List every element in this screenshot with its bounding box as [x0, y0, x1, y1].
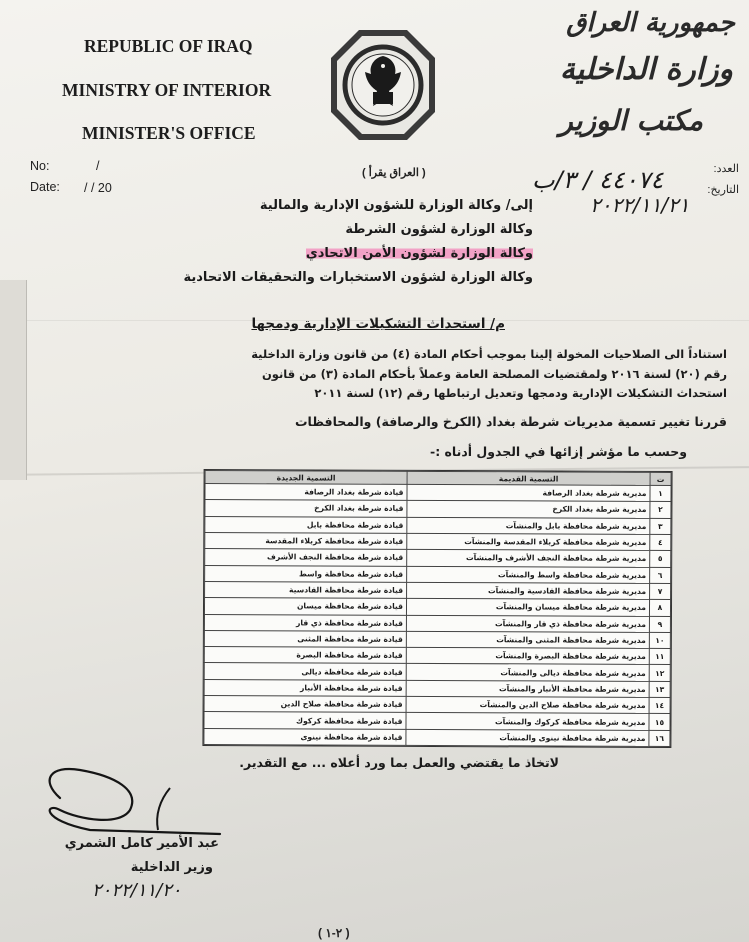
- row-number: ١٦: [649, 730, 670, 746]
- closing-line: لاتخاذ ما يقتضي والعمل بما ورد أعلاه ... مع التقدير.: [239, 755, 559, 770]
- old-name-cell: مديرية شرطة محافظة الأنبار والمنشآت: [406, 680, 649, 697]
- signatory-title: وزير الداخلية: [130, 860, 213, 875]
- row-number: ٤: [650, 534, 671, 550]
- new-name-cell: قيادة شرطة محافظة بابل: [205, 516, 407, 533]
- row-number: ٢: [650, 502, 671, 518]
- old-name-cell: مديرية شرطة محافظة كركوك والمنشآت: [406, 713, 649, 730]
- body-line: وحسب ما مؤشر إزائها في الجدول أدناه :-: [430, 444, 687, 459]
- header-office: MINISTER'S OFFICE: [82, 123, 256, 143]
- column-header-new-name: التسمية الجديدة: [205, 470, 407, 484]
- reference-date: ٢٠٢٢/١١/٢١: [590, 193, 690, 217]
- new-name-cell: قيادة شرطة محافظة ذي قار: [204, 614, 406, 631]
- row-number: ٣: [650, 518, 671, 534]
- old-name-cell: مديرية شرطة محافظة ذي قار والمنشآت: [406, 615, 649, 632]
- new-name-cell: قيادة شرطة محافظة ديالى: [204, 663, 406, 680]
- table-row: [204, 630, 670, 648]
- reference-number: ٤٤٠٧٤ / ٣/ب: [532, 166, 664, 194]
- row-number: ٩: [649, 616, 670, 632]
- table-row: [205, 565, 671, 583]
- new-name-cell: قيادة شرطة محافظة واسط: [205, 565, 407, 582]
- subject-line: م/ استحداث التشكيلات الإدارية ودمجها: [251, 316, 505, 332]
- row-number: ٧: [650, 583, 671, 599]
- signatory-name: عبد الأمير كامل الشمري: [64, 836, 219, 851]
- table-row: [204, 647, 670, 665]
- header-ministry-ar: وزارة الداخلية: [559, 52, 733, 87]
- new-name-cell: قيادة شرطة محافظة نينوى: [204, 728, 406, 745]
- new-name-cell: قيادة شرطة محافظة القادسية: [205, 581, 407, 598]
- new-name-cell: قيادة شرطة محافظة كربلاء المقدسة: [205, 532, 407, 549]
- header-office-ar: مكتب الوزير: [559, 104, 703, 137]
- old-name-cell: مديرية شرطة محافظة واسط والمنشآت: [407, 566, 650, 583]
- handwritten-signature: [20, 760, 240, 840]
- table-row: [204, 679, 670, 697]
- no-label: No:: [30, 159, 50, 173]
- signature-date: ٢٠٢٢/١١/٢٠: [92, 880, 182, 901]
- highlight-mark: وكالة الوزارة لشؤون الأمن الاتحادي: [305, 246, 533, 261]
- old-name-cell: مديرية شرطة محافظة القادسية والمنشآت: [407, 582, 650, 599]
- ministry-emblem: [329, 28, 437, 142]
- table-row: [204, 696, 670, 714]
- number-label-ar: العدد:: [713, 163, 739, 175]
- new-name-cell: قيادة شرطة محافظة النجف الأشرف: [205, 549, 407, 566]
- table-row: [204, 712, 670, 730]
- body-line: رقم (٢٠) لسنة ٢٠١٦ ولمقتضيات المصلحة العامة وعملاً بأحكام المادة (٣) من قانون: [261, 367, 727, 381]
- page-number: ( ٢-١ ): [318, 926, 350, 940]
- row-number: ٦: [650, 567, 671, 583]
- old-name-cell: مديرية شرطة محافظة صلاح الدين والمنشآت: [406, 696, 649, 713]
- date-label-ar: التاريخ:: [707, 184, 739, 196]
- row-number: ١١: [649, 649, 670, 665]
- old-name-cell: مديرية شرطة محافظة النجف الأشرف والمنشآت: [407, 550, 650, 567]
- old-name-cell: مديرية شرطة محافظة نينوى والمنشآت: [406, 729, 649, 746]
- table-row: [204, 614, 670, 632]
- table-row: [205, 483, 671, 501]
- addressee-line-highlighted: [306, 246, 533, 261]
- table-row: [204, 598, 670, 616]
- date-value: / / 20: [84, 181, 112, 195]
- row-number: ١٥: [649, 714, 670, 730]
- addressee-line: وكالة الوزارة لشؤون الشرطة: [345, 222, 533, 237]
- column-header-old-name: التسمية القديمة: [407, 471, 650, 485]
- row-number: ١٤: [649, 697, 670, 713]
- body-line: استناداً الى الصلاحيات المخولة إلينا بموجب أحكام المادة (٤) من قانون وزارة الداخلية: [251, 347, 727, 361]
- table-row: [205, 516, 671, 534]
- new-name-cell: قيادة شرطة محافظة كركوك: [204, 712, 406, 729]
- body-line: استحداث التشكيلات الإدارية ودمجها وتعديل ارتباطها رقم (١٢) لسنة ٢٠١١: [314, 386, 727, 400]
- addressee-line: وكالة الوزارة لشؤون الاستخبارات والتحقيقات الاتحادية: [183, 270, 533, 285]
- new-name-cell: قيادة شرطة محافظة صلاح الدين: [204, 696, 406, 713]
- new-name-cell: قيادة شرطة بغداد الرصافة: [205, 483, 407, 500]
- old-name-cell: مديرية شرطة بغداد الرصافة: [407, 484, 650, 501]
- table-row: [204, 728, 670, 746]
- old-name-cell: مديرية شرطة بغداد الكرخ: [407, 501, 650, 518]
- old-name-cell: مديرية شرطة محافظة ميسان والمنشآت: [406, 599, 649, 616]
- slogan: ( العراق يقرأ ): [362, 167, 426, 179]
- old-name-cell: مديرية شرطة محافظة المثنى والمنشآت: [406, 631, 649, 648]
- new-name-cell: قيادة شرطة بغداد الكرخ: [205, 500, 407, 517]
- old-name-cell: مديرية شرطة محافظة البصرة والمنشآت: [406, 647, 649, 664]
- addressee-line: إلى/ وكالة الوزارة للشؤون الإدارية والمالية: [259, 198, 533, 213]
- header-country-ar: جمهورية العراق: [566, 8, 735, 38]
- table-row: [204, 663, 670, 681]
- table-row: [205, 532, 671, 550]
- old-name-cell: مديرية شرطة محافظة ديالى والمنشآت: [406, 664, 649, 681]
- new-name-cell: قيادة شرطة محافظة الأنبار: [204, 679, 406, 696]
- no-value: /: [96, 159, 100, 173]
- underlying-paper-edge: [0, 280, 27, 480]
- new-name-cell: قيادة شرطة محافظة المثنى: [204, 630, 406, 647]
- row-number: ١٢: [649, 665, 670, 681]
- body-line: قررنا تغيير تسمية مديريات شرطة بغداد (الكرخ والرصافة) والمحافظات: [294, 414, 727, 429]
- column-header-number: ت: [650, 472, 671, 485]
- header-country: REPUBLIC OF IRAQ: [84, 36, 253, 56]
- row-number: ١٣: [649, 681, 670, 697]
- row-number: ٨: [649, 600, 670, 616]
- old-name-cell: مديرية شرطة محافظة بابل والمنشآت: [407, 517, 650, 534]
- row-number: ١: [650, 485, 671, 501]
- table-row: [205, 581, 671, 599]
- table-row: [205, 549, 671, 567]
- table-row: [205, 500, 671, 518]
- header-ministry: MINISTRY OF INTERIOR: [62, 80, 272, 100]
- row-number: ١٠: [649, 632, 670, 648]
- new-name-cell: قيادة شرطة محافظة ميسان: [204, 598, 406, 615]
- date-label: Date:: [30, 180, 60, 194]
- old-name-cell: مديرية شرطة محافظة كربلاء المقدسة والمنشآت: [407, 533, 650, 550]
- row-number: ٥: [650, 551, 671, 567]
- renaming-table: [202, 469, 672, 748]
- new-name-cell: قيادة شرطة محافظة البصرة: [204, 647, 406, 664]
